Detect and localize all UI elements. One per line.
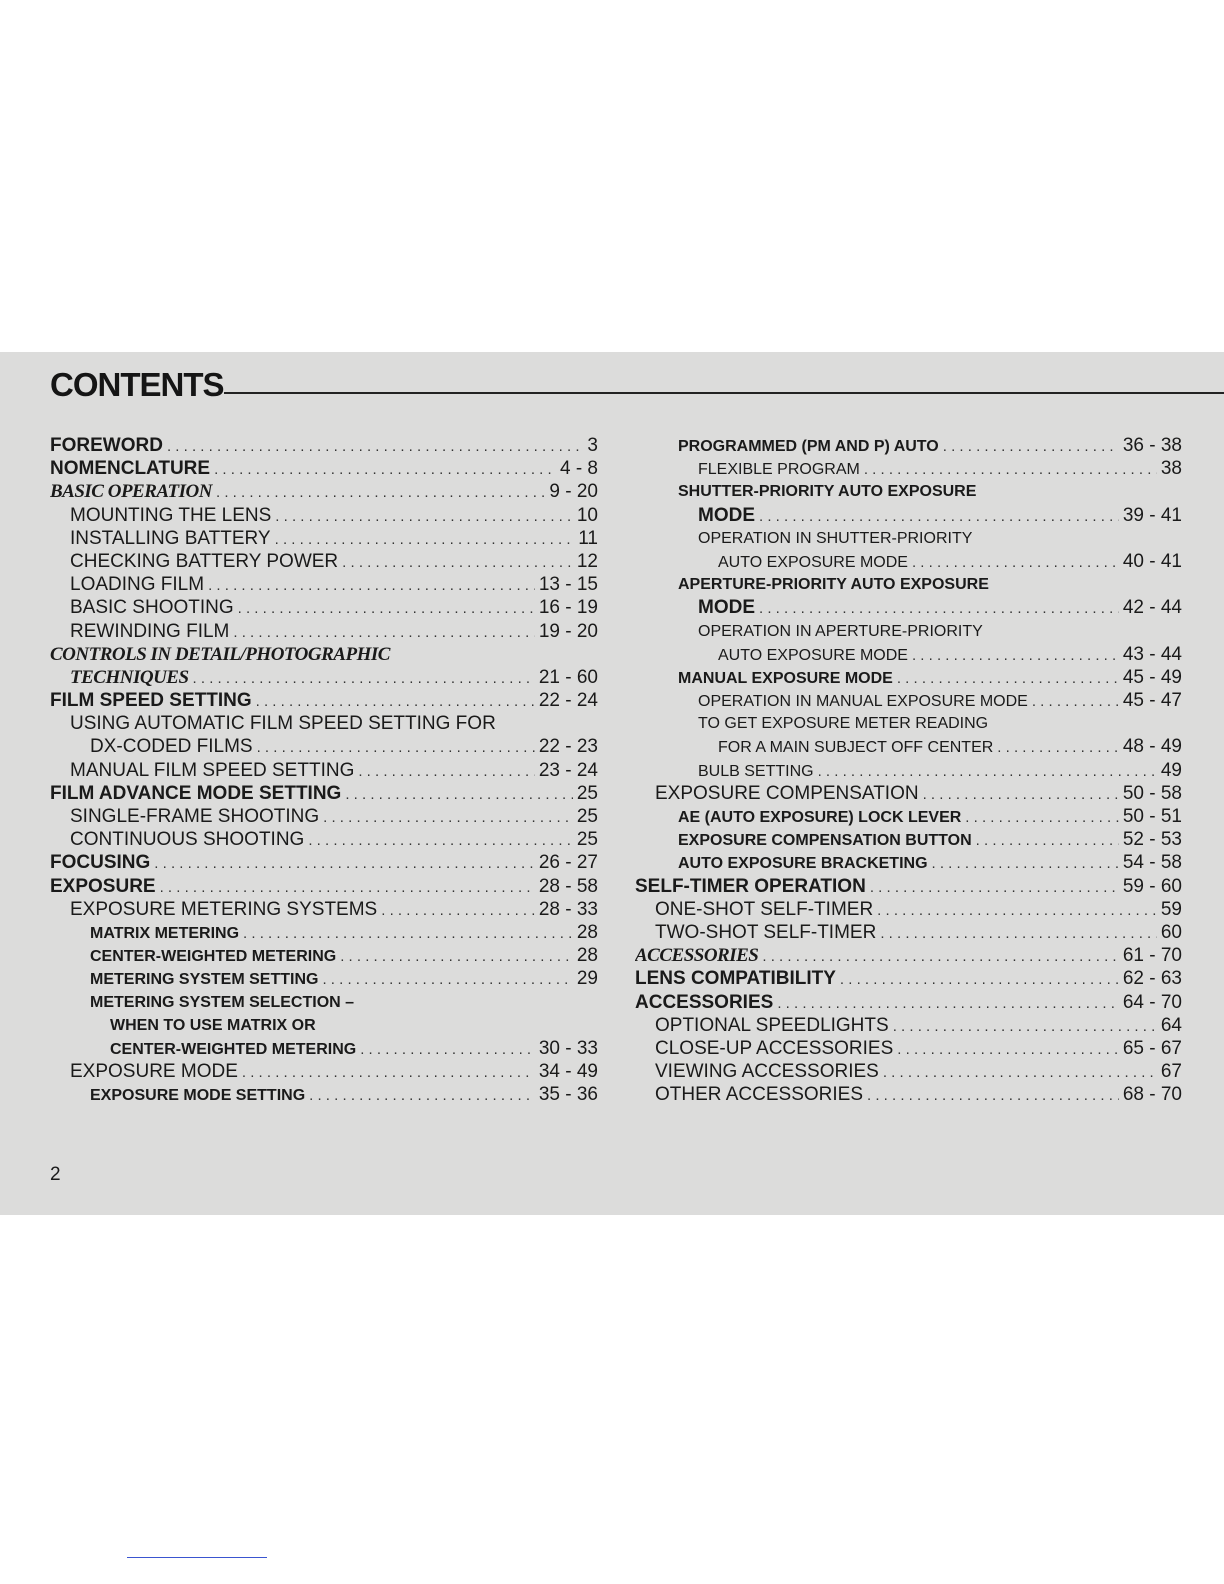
toc-entry-page: 42 - 44 [1122,597,1182,619]
toc-entry [635,550,1182,573]
dot-leader [167,435,583,457]
toc-entry-label: MODE [698,504,755,526]
dot-leader [208,574,535,596]
dot-leader [322,968,572,990]
toc-entry [50,875,598,898]
toc-entry [635,991,1182,1014]
toc-entry [635,643,1182,666]
toc-entry-label: PROGRAMMED (PM AND P) AUTO [678,438,939,455]
dot-leader [923,783,1119,805]
toc-entry-label: BASIC OPERATION [50,481,212,503]
dot-leader [1032,690,1119,712]
dot-leader [154,852,535,874]
toc-entry [50,596,598,619]
dot-leader [275,505,573,527]
toc-entry-label: OTHER ACCESSORIES [655,1084,863,1106]
toc-entry-page: 45 - 47 [1122,690,1182,712]
toc-entry-label: WHEN TO USE MATRIX OR [110,1016,316,1034]
toc-entry [635,944,1182,967]
toc-entry-page: 64 [1160,1014,1182,1036]
toc-entry [635,967,1182,990]
dot-leader [759,597,1119,619]
toc-entry-page: 22 - 24 [538,690,598,712]
toc-entry-label: SELF-TIMER OPERATION [635,875,866,897]
toc-entry-page: 16 - 19 [538,597,598,619]
toc-entry [50,735,598,758]
toc-entry-page: 13 - 15 [538,574,598,596]
toc-entry-page: 28 [576,921,598,943]
dot-leader [257,736,535,758]
toc-entry [635,573,1182,596]
toc-entry [50,480,598,503]
dot-leader [275,528,575,550]
toc-entry-label: MODE [698,597,755,619]
toc-entry-page: 12 [576,550,598,572]
dot-leader [308,829,573,851]
dot-leader [893,1015,1157,1037]
toc-entry-label: LENS COMPATIBILITY [635,968,836,990]
dot-leader [360,1038,535,1060]
dot-leader [943,435,1119,457]
toc-entry-page: 45 - 49 [1122,666,1182,688]
dot-leader [777,992,1119,1014]
toc-entry-label: REWINDING FILM [70,620,230,642]
toc-entry [635,596,1182,619]
toc-entry [50,1014,598,1037]
dot-leader [358,760,535,782]
toc-entry-label: EXPOSURE MODE SETTING [90,1087,306,1105]
toc-entry [50,921,598,944]
toc-entry [635,1060,1182,1083]
toc-entry-page: 68 - 70 [1122,1084,1182,1106]
toc-entry [50,782,598,805]
toc-entry-page: 3 [587,435,598,456]
toc-entry [50,620,598,643]
dot-leader [340,945,573,967]
toc-entry [635,759,1182,782]
toc-entry-label: FILM ADVANCE MODE SETTING [50,782,342,804]
dot-leader [323,806,573,828]
toc-entry-label: OPERATION IN SHUTTER-PRIORITY [698,529,973,547]
toc-entry-label: EXPOSURE COMPENSATION [655,782,919,804]
toc-entry-page: 19 - 20 [538,620,598,642]
toc-entry-page: 9 - 20 [549,481,598,503]
toc-entry-label: LOADING FILM [70,574,205,596]
toc-entry-label: NOMENCLATURE [50,458,211,480]
toc-entry [635,875,1182,898]
toc-entry-page: 25 [576,806,598,827]
toc-entry-page: 4 - 8 [559,458,598,480]
toc-entry-label: AUTO EXPOSURE MODE [718,553,908,571]
dot-leader [877,899,1157,921]
toc-entry [635,921,1182,944]
toc-entry-label: CLOSE-UP ACCESSORIES [655,1037,894,1059]
toc-entry [50,573,598,596]
dot-leader [381,899,535,921]
dot-leader [762,945,1118,967]
toc-left-column [50,434,598,1106]
dot-leader [870,876,1119,898]
toc-entry [50,898,598,921]
toc-entry-label: CHECKING BATTERY POWER [70,550,339,572]
dot-leader [238,597,535,619]
toc-entry [635,828,1182,851]
toc-entry-page: 48 - 49 [1122,736,1182,758]
dot-leader [864,458,1157,480]
toc-entry-label: SINGLE-FRAME SHOOTING [70,806,320,827]
dot-leader [342,551,573,573]
toc-entry-label: DX-CODED FILMS [90,736,253,758]
toc-entry [50,712,598,735]
dot-leader [897,1038,1119,1060]
toc-entry-label: ACCESSORIES [635,945,759,967]
dot-leader [976,829,1119,851]
dot-leader [818,760,1157,782]
toc-entry-label: FILM SPEED SETTING [50,690,252,712]
toc-entry-label: CENTER-WEIGHTED METERING [110,1040,357,1058]
dot-leader [243,922,573,944]
toc-entry [635,689,1182,712]
toc-entry-label: CENTER-WEIGHTED METERING [90,948,337,966]
toc-entry-label: EXPOSURE METERING SYSTEMS [70,898,378,920]
toc-entry-page: 43 - 44 [1122,643,1182,665]
toc-entry-label: METERING SYSTEM SELECTION – [90,993,355,1011]
dot-leader [997,736,1119,758]
toc-entry-label: MANUAL EXPOSURE MODE [678,669,893,687]
toc-entry-label: AUTO EXPOSURE BRACKETING [678,855,928,873]
toc-entry [50,805,598,828]
toc-entry [635,666,1182,689]
toc-entry-page: 11 [578,527,598,549]
toc-entry-page: 40 - 41 [1122,550,1182,572]
toc-entry-page: 10 [576,504,598,526]
toc-entry-page: 26 - 27 [538,852,598,874]
toc-entry-page: 21 - 60 [538,666,598,688]
toc-entry [50,828,598,851]
toc-entry-page: 49 [1160,759,1182,781]
toc-entry-label: MANUAL FILM SPEED SETTING [70,759,355,781]
toc-entry-page: 61 - 70 [1122,945,1182,967]
toc-entry-page: 25 [576,829,598,851]
toc-entry [50,1037,598,1060]
dot-leader [912,551,1119,573]
dot-leader [256,690,535,712]
toc-entry-page: 59 [1160,898,1182,920]
toc-entry [635,620,1182,643]
page-number: 2 [50,1164,61,1185]
toc-entry [635,504,1182,527]
toc-entry [50,1083,598,1106]
toc-entry [50,1060,598,1083]
toc-entry-label: VIEWING ACCESSORIES [655,1061,879,1083]
toc-entry-page: 59 - 60 [1122,875,1182,897]
toc-entry-label: INSTALLING BATTERY [70,527,271,549]
toc-entry [635,851,1182,874]
toc-entry-page: 52 - 53 [1122,829,1182,851]
toc-entry-page: 38 [1160,458,1182,480]
toc-entry [635,527,1182,550]
toc-entry [50,944,598,967]
toc-entry-label: ACCESSORIES [635,991,774,1013]
toc-entry [50,967,598,990]
toc-entry-label: FLEXIBLE PROGRAM [698,461,860,479]
toc-entry [50,504,598,527]
toc-entry-label: FOR A MAIN SUBJECT OFF CENTER [718,739,994,757]
toc-entry-label: AUTO EXPOSURE MODE [718,646,908,664]
dot-leader [233,621,534,643]
dot-leader [883,1061,1157,1083]
toc-entry-label: SHUTTER-PRIORITY AUTO EXPOSURE [678,483,977,501]
toc-entry-page: 64 - 70 [1122,991,1182,1013]
toc-entry [635,712,1182,735]
title-rule [224,392,1224,394]
toc-entry-label: OPTIONAL SPEEDLIGHTS [655,1014,889,1036]
dot-leader [759,505,1119,527]
toc-entry [50,550,598,573]
toc-entry-label: EXPOSURE [50,875,156,897]
toc-entry-label: FOREWORD [50,435,163,456]
dot-leader [897,667,1119,689]
toc-entry [635,735,1182,758]
dot-leader [309,1084,535,1106]
toc-entry [50,851,598,874]
toc-entry [50,666,598,689]
dot-leader [840,968,1119,990]
toc-entry-label: EXPOSURE MODE [70,1061,238,1083]
toc-entry-page: 39 - 41 [1122,504,1182,526]
toc-entry-page: 60 [1160,921,1182,943]
dot-leader [193,667,535,689]
dot-leader [216,481,545,503]
toc-entry-label: TECHNIQUES [70,666,189,688]
toc-entry-page: 29 [576,968,598,990]
dot-leader [345,783,573,805]
toc-entry [635,898,1182,921]
toc-entry [50,991,598,1014]
toc-entry-page: 65 - 67 [1122,1037,1182,1059]
toc-entry-label: APERTURE-PRIORITY AUTO EXPOSURE [678,576,989,594]
toc-entry-label: TO GET EXPOSURE METER READING [698,715,989,733]
toc-entry-page: 62 - 63 [1122,968,1182,990]
toc-entry-page: 23 - 24 [538,759,598,781]
toc-entry-page: 50 - 58 [1122,782,1182,804]
toc-entry-label: EXPOSURE COMPENSATION BUTTON [678,832,972,850]
toc-entry-label: TWO-SHOT SELF-TIMER [655,921,877,943]
toc-entry-page: 22 - 23 [538,736,598,758]
toc-entry [635,1014,1182,1037]
toc-entry [50,457,598,480]
toc-entry [50,527,598,550]
toc-entry-label: USING AUTOMATIC FILM SPEED SETTING FOR [70,713,496,735]
toc-entry [635,1037,1182,1060]
toc-entry-page: 67 [1160,1061,1182,1083]
toc-entry-page: 35 - 36 [538,1084,598,1106]
toc-entry-label: OPERATION IN MANUAL EXPOSURE MODE [698,693,1028,711]
page-title: CONTENTS [50,366,224,403]
toc-entry-page: 25 [576,782,598,804]
toc-entry-label: BULB SETTING [698,762,814,780]
toc-entry [635,457,1182,480]
toc-entry-page: 34 - 49 [538,1061,598,1083]
toc-entry [635,782,1182,805]
toc-entry-label: AE (AUTO EXPOSURE) LOCK LEVER [678,809,962,826]
toc-entry-label: MATRIX METERING [90,924,240,942]
toc-entry-label: ONE-SHOT SELF-TIMER [655,898,874,920]
dot-leader [932,852,1119,874]
dot-leader [214,458,556,480]
toc-entry [50,643,598,666]
toc-entry-label: FOCUSING [50,852,151,874]
dot-leader [160,876,535,898]
toc-entry [635,1083,1182,1106]
toc-entry [635,480,1182,503]
toc-entry-page: 30 - 33 [538,1037,598,1059]
toc-entry-page: 28 - 58 [538,875,598,897]
toc-entry-page: 28 [576,945,598,967]
toc-entry-page: 54 - 58 [1122,852,1182,874]
toc-entry-label: OPERATION IN APERTURE-PRIORITY [698,622,983,640]
dot-leader [867,1084,1119,1106]
toc-entry-page: 28 - 33 [538,898,598,920]
toc-entry [635,805,1182,828]
scan-artifact-line [127,1557,267,1558]
toc-entry-label: CONTROLS IN DETAIL/PHOTOGRAPHIC [50,643,390,665]
toc-entry-label: BASIC SHOOTING [70,597,234,619]
toc-right-column [635,434,1182,1106]
toc-entry [50,759,598,782]
toc-entry-label: MOUNTING THE LENS [70,504,272,526]
toc-entry-page: 50 - 51 [1122,806,1182,827]
toc-entry-label: CONTINUOUS SHOOTING [70,829,305,851]
toc-entry [50,434,598,457]
dot-leader [880,922,1157,944]
dot-leader [965,806,1119,828]
toc-entry [50,689,598,712]
dot-leader [912,644,1119,666]
toc-entry-label: METERING SYSTEM SETTING [90,971,319,989]
contents-header [50,362,1224,402]
toc-entry-page: 36 - 38 [1122,435,1182,456]
dot-leader [242,1061,535,1083]
toc-entry [635,434,1182,457]
